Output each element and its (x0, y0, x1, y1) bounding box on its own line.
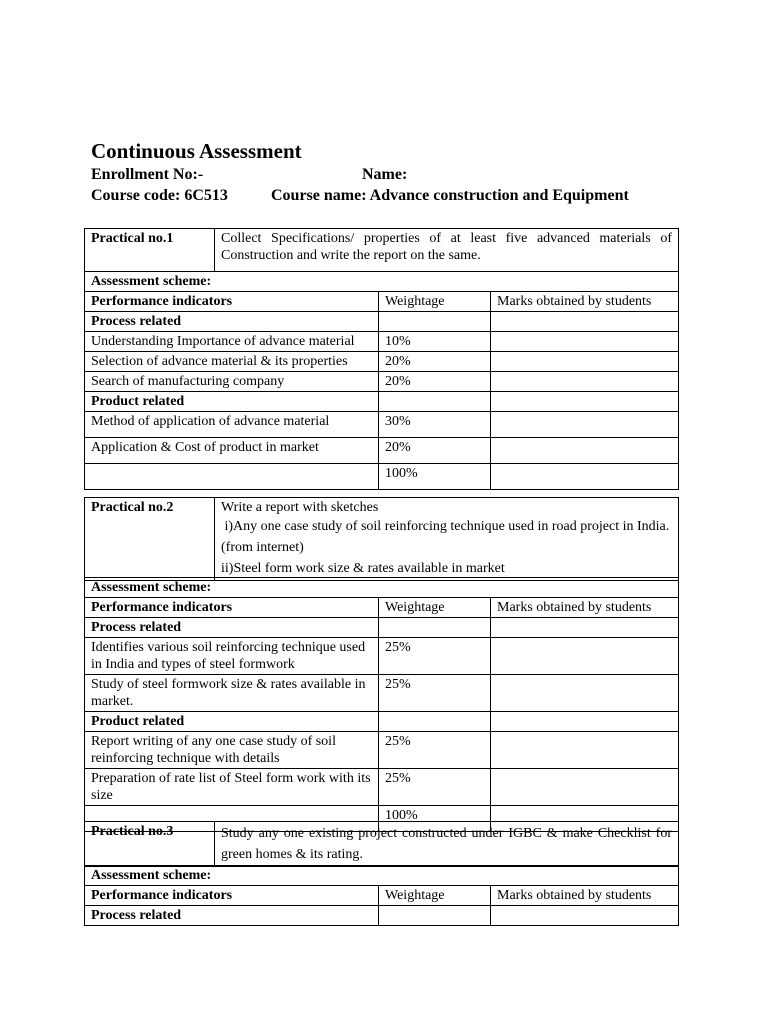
practical-3-assessment-table (84, 865, 679, 926)
marks-cell (491, 352, 679, 372)
indicator-cell: Study of steel formwork size & rates available in market. (85, 675, 379, 712)
marks-cell (491, 438, 679, 464)
product-related-label: Product related (85, 392, 379, 412)
process-related-label: Process related (85, 312, 379, 332)
practical-2-header-table (84, 497, 679, 581)
weight-cell: 25% (379, 732, 491, 769)
practical-2-line: ii)Steel form work size & rates available in market (221, 561, 505, 576)
table-row (85, 638, 679, 675)
table-row (85, 732, 679, 769)
weight-cell: 20% (379, 352, 491, 372)
empty-cell (491, 464, 679, 490)
course-code: Course code: 6C513 (91, 187, 228, 204)
table-row (85, 352, 679, 372)
weight-cell: 20% (379, 372, 491, 392)
indicator-cell: Identifies various soil reinforcing technique used in India and types of steel formwork (85, 638, 379, 675)
practical-2-line: Write a report with sketches (221, 500, 379, 515)
marks-obtained-header: Marks obtained by students (491, 886, 679, 906)
table-row (85, 438, 679, 464)
assessment-scheme-label: Assessment scheme: (85, 578, 679, 598)
practical-2-assessment-table (84, 577, 679, 832)
empty-cell (491, 712, 679, 732)
indicator-cell: Method of application of advance material (85, 412, 379, 438)
weightage-header: Weightage (379, 292, 491, 312)
weight-cell: 25% (379, 769, 491, 806)
empty-cell (85, 464, 379, 490)
page-title: Continuous Assessment (91, 139, 302, 163)
weight-cell: 30% (379, 412, 491, 438)
course-name: Course name: Advance construction and Equipment (271, 187, 629, 204)
weightage-header: Weightage (379, 886, 491, 906)
marks-obtained-header: Marks obtained by students (491, 292, 679, 312)
table-row (85, 769, 679, 806)
practical-1-assessment-table (84, 271, 679, 490)
empty-cell (491, 618, 679, 638)
indicator-cell: Application & Cost of product in market (85, 438, 379, 464)
indicator-cell: Report writing of any one case study of soil reinforcing technique with details (85, 732, 379, 769)
weight-cell: 10% (379, 332, 491, 352)
performance-indicators-header: Performance indicators (85, 886, 379, 906)
practical-2-description (215, 498, 679, 581)
indicator-cell: Search of manufacturing company (85, 372, 379, 392)
name-label: Name: (362, 166, 408, 183)
marks-cell (491, 412, 679, 438)
practical-2-label: Practical no.2 (85, 498, 215, 581)
empty-cell (379, 906, 491, 926)
assessment-scheme-label: Assessment scheme: (85, 866, 679, 886)
total-cell: 100% (379, 464, 491, 490)
empty-cell (379, 618, 491, 638)
empty-cell (491, 312, 679, 332)
empty-cell (379, 392, 491, 412)
marks-cell (491, 372, 679, 392)
indicator-cell: Preparation of rate list of Steel form work with its size (85, 769, 379, 806)
process-related-label: Process related (85, 618, 379, 638)
product-related-label: Product related (85, 712, 379, 732)
weight-cell: 25% (379, 638, 491, 675)
marks-cell (491, 769, 679, 806)
weight-cell: 25% (379, 675, 491, 712)
marks-cell (491, 732, 679, 769)
table-row (85, 412, 679, 438)
weight-cell: 20% (379, 438, 491, 464)
practical-3-description: Study any one existing project constructed under IGBC & make Checklist for green homes & its rating. (215, 822, 679, 867)
indicator-cell: Selection of advance material & its properties (85, 352, 379, 372)
marks-cell (491, 638, 679, 675)
table-row (85, 675, 679, 712)
practical-1-description: Collect Specifications/ properties of at least five advanced materials of Construction and write the report on the same. (215, 229, 679, 272)
empty-cell (491, 392, 679, 412)
practical-1-header-table (84, 228, 679, 272)
enrollment-label: Enrollment No:- (91, 166, 204, 183)
marks-obtained-header: Marks obtained by students (491, 598, 679, 618)
performance-indicators-header: Performance indicators (85, 292, 379, 312)
practical-3-header-table (84, 821, 679, 867)
marks-cell (491, 675, 679, 712)
performance-indicators-header: Performance indicators (85, 598, 379, 618)
process-related-label: Process related (85, 906, 379, 926)
total-cell: 100% (379, 806, 491, 832)
assessment-scheme-label: Assessment scheme: (85, 272, 679, 292)
empty-cell (379, 712, 491, 732)
practical-1-label: Practical no.1 (85, 229, 215, 272)
total-row (85, 464, 679, 490)
table-row (85, 372, 679, 392)
marks-cell (491, 332, 679, 352)
weightage-header: Weightage (379, 598, 491, 618)
practical-2-line: i)Any one case study of soil reinforcing technique used in road project in India.(from internet) (221, 519, 670, 555)
empty-cell (491, 906, 679, 926)
indicator-cell: Understanding Importance of advance material (85, 332, 379, 352)
practical-3-label: Practical no.3 (85, 822, 215, 867)
table-row (85, 332, 679, 352)
empty-cell (379, 312, 491, 332)
